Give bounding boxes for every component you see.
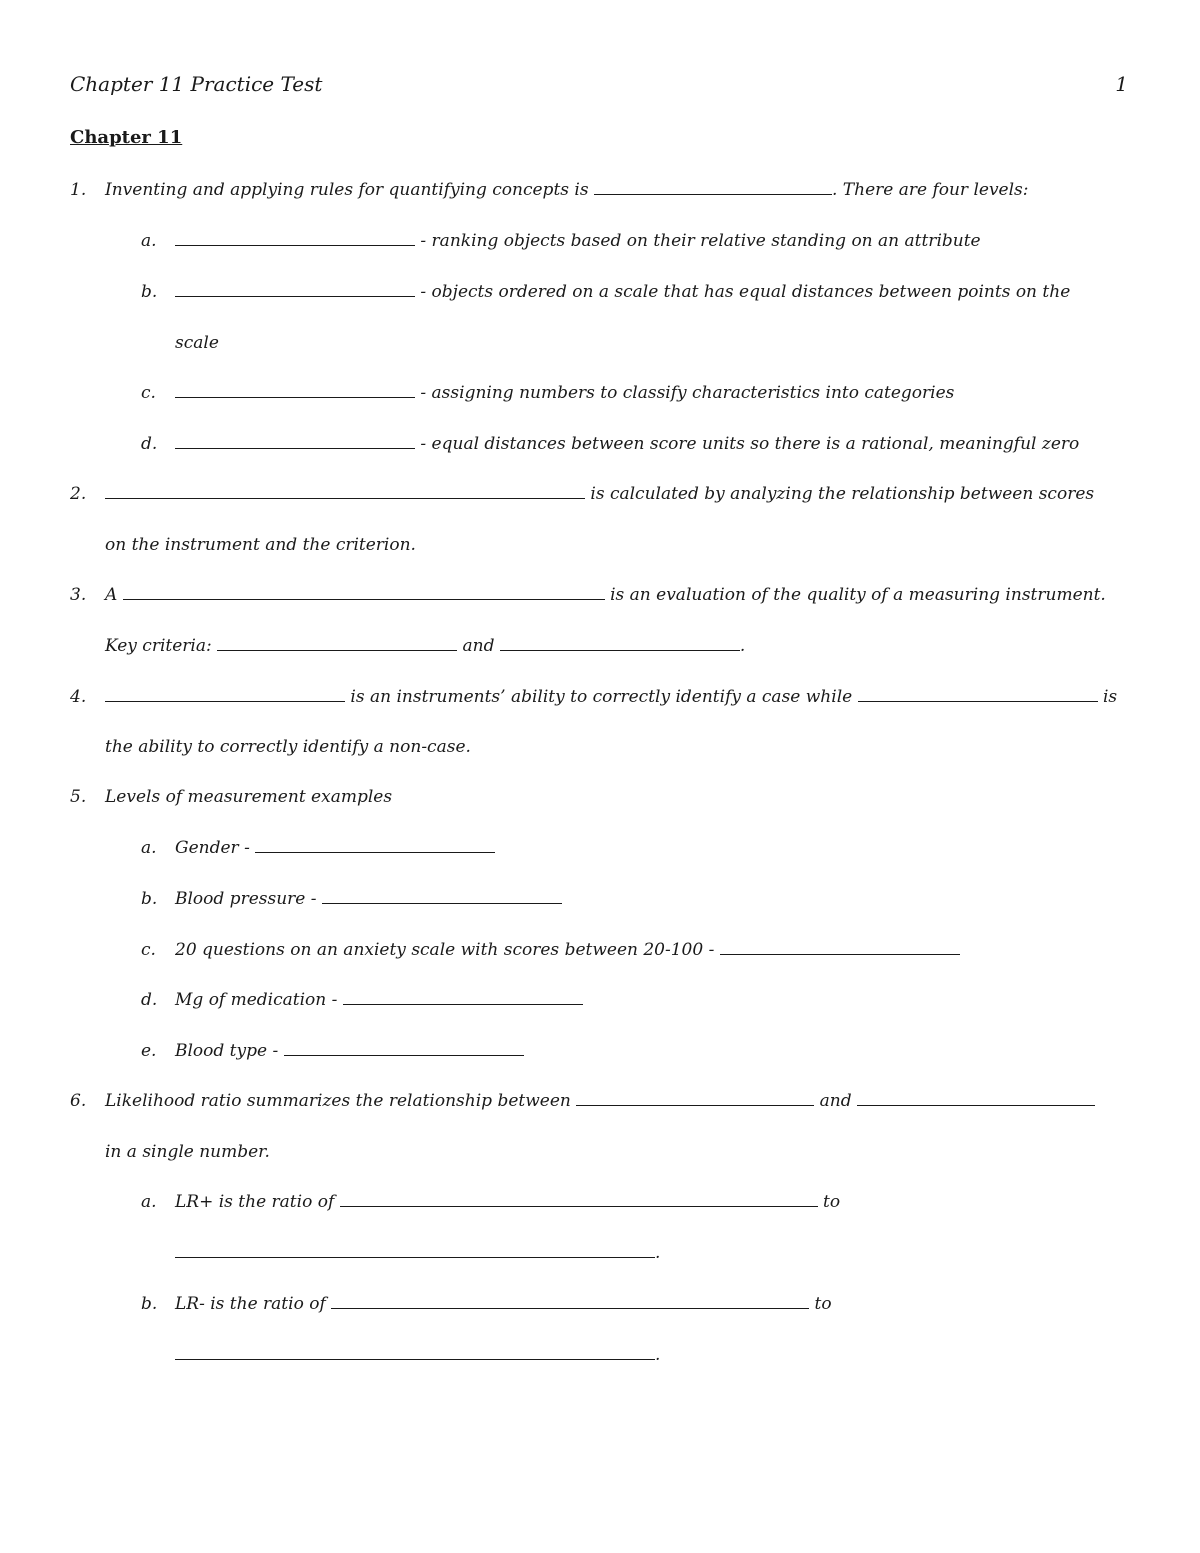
item-text: 20 questions on an anxiety scale with scores between 20-100 - (175, 940, 720, 960)
question-5-number: 5. (70, 787, 87, 807)
item-text-continued: scale (175, 333, 219, 353)
answer-blank[interactable] (594, 178, 832, 195)
item-text: Blood type - (175, 1041, 284, 1061)
answer-blank[interactable] (123, 583, 605, 600)
question-6-item-b (175, 1292, 832, 1316)
item-to: to (817, 1192, 841, 1212)
item-end: . (655, 1345, 661, 1365)
answer-blank[interactable] (857, 1089, 1095, 1106)
item-label: c. (141, 383, 156, 403)
question-6-and: and (814, 1091, 858, 1111)
item-label: e. (141, 1041, 157, 1061)
item-to: to (809, 1294, 832, 1314)
item-label: b. (141, 282, 158, 302)
answer-blank[interactable] (322, 887, 562, 904)
question-3-text (105, 583, 1106, 607)
item-end: . (655, 1243, 661, 1263)
question-6-text (105, 1089, 1095, 1113)
question-3-prompt-end: is an evaluation of the quality of a measuring instrument. (604, 585, 1106, 605)
answer-blank[interactable] (255, 836, 495, 853)
question-1-text (105, 178, 1029, 202)
answer-blank[interactable] (105, 482, 585, 499)
question-2-text-continued: on the instrument and the criterion. (105, 535, 416, 555)
item-text: Blood pressure - (175, 889, 322, 909)
question-1-item-a (175, 229, 981, 253)
item-label: a. (141, 838, 157, 858)
question-3-criteria (105, 634, 745, 658)
item-text: Mg of medication - (175, 990, 343, 1010)
question-4-prompt: is an instruments’ ability to correctly identify a case while (345, 687, 858, 707)
question-5-item-a (175, 836, 495, 860)
question-4-text-continued: the ability to correctly identify a non-case. (105, 737, 471, 757)
item-text: LR- is the ratio of (175, 1294, 332, 1314)
answer-blank[interactable] (175, 229, 415, 246)
question-6-text-continued: in a single number. (105, 1142, 270, 1162)
question-1-item-b (175, 280, 1070, 304)
question-5-item-b (175, 887, 562, 911)
criteria-and: and (457, 636, 500, 656)
question-2-text (105, 482, 1094, 506)
question-4-prompt-end: is (1097, 687, 1118, 707)
answer-blank[interactable] (175, 1241, 655, 1258)
question-6-item-a-continued (175, 1241, 660, 1265)
item-text: - objects ordered on a scale that has equal distances between points on the (415, 282, 1071, 302)
question-2-prompt: is calculated by analyzing the relationship between scores (585, 484, 1095, 504)
criteria-end: . (739, 636, 746, 656)
chapter-heading: Chapter 11 (70, 127, 183, 148)
item-text: - ranking objects based on their relative standing on an attribute (415, 231, 981, 251)
question-1-number: 1. (70, 180, 87, 200)
item-label: b. (141, 889, 158, 909)
question-4-text (105, 685, 1117, 709)
question-1-prompt: Inventing and applying rules for quantifying concepts is (105, 180, 589, 200)
question-5-item-e (175, 1039, 524, 1063)
question-2-number: 2. (70, 484, 87, 504)
answer-blank[interactable] (343, 988, 583, 1005)
answer-blank[interactable] (858, 685, 1098, 702)
item-label: a. (141, 1192, 157, 1212)
answer-blank[interactable] (175, 432, 415, 449)
criteria-label: Key criteria: (105, 636, 218, 656)
answer-blank[interactable] (175, 280, 415, 297)
question-3-number: 3. (70, 585, 87, 605)
answer-blank[interactable] (175, 1343, 655, 1360)
item-text: Gender - (175, 838, 256, 858)
answer-blank[interactable] (175, 381, 415, 398)
answer-blank[interactable] (340, 1190, 818, 1207)
answer-blank[interactable] (720, 938, 960, 955)
item-text: - equal distances between score units so there is a rational, meaningful zero (415, 434, 1080, 454)
answer-blank[interactable] (500, 634, 740, 651)
item-label: a. (141, 231, 157, 251)
answer-blank[interactable] (217, 634, 457, 651)
item-text: LR+ is the ratio of (175, 1192, 340, 1212)
answer-blank[interactable] (331, 1292, 809, 1309)
question-1-item-d (175, 432, 1079, 456)
question-6-item-b-continued (175, 1343, 660, 1367)
question-5-item-d (175, 988, 583, 1012)
item-text: - assigning numbers to classify characteristics into categories (415, 383, 955, 403)
question-6-item-a (175, 1190, 840, 1214)
item-label: b. (141, 1294, 158, 1314)
question-4-number: 4. (70, 687, 87, 707)
question-5-item-c (175, 938, 960, 962)
question-3-prompt: A (105, 585, 118, 605)
question-6-prompt: Likelihood ratio summarizes the relationship between (105, 1091, 577, 1111)
header-title: Chapter 11 Practice Test (70, 72, 323, 96)
page-number: 1 (1115, 72, 1128, 96)
answer-blank[interactable] (576, 1089, 814, 1106)
question-1-item-c (175, 381, 954, 405)
question-5-text: Levels of measurement examples (105, 787, 393, 807)
item-label: d. (141, 434, 158, 454)
answer-blank[interactable] (105, 685, 345, 702)
answer-blank[interactable] (284, 1039, 524, 1056)
item-label: c. (141, 940, 156, 960)
item-label: d. (141, 990, 158, 1010)
question-6-number: 6. (70, 1091, 87, 1111)
question-1-prompt-end: . There are four levels: (831, 180, 1029, 200)
